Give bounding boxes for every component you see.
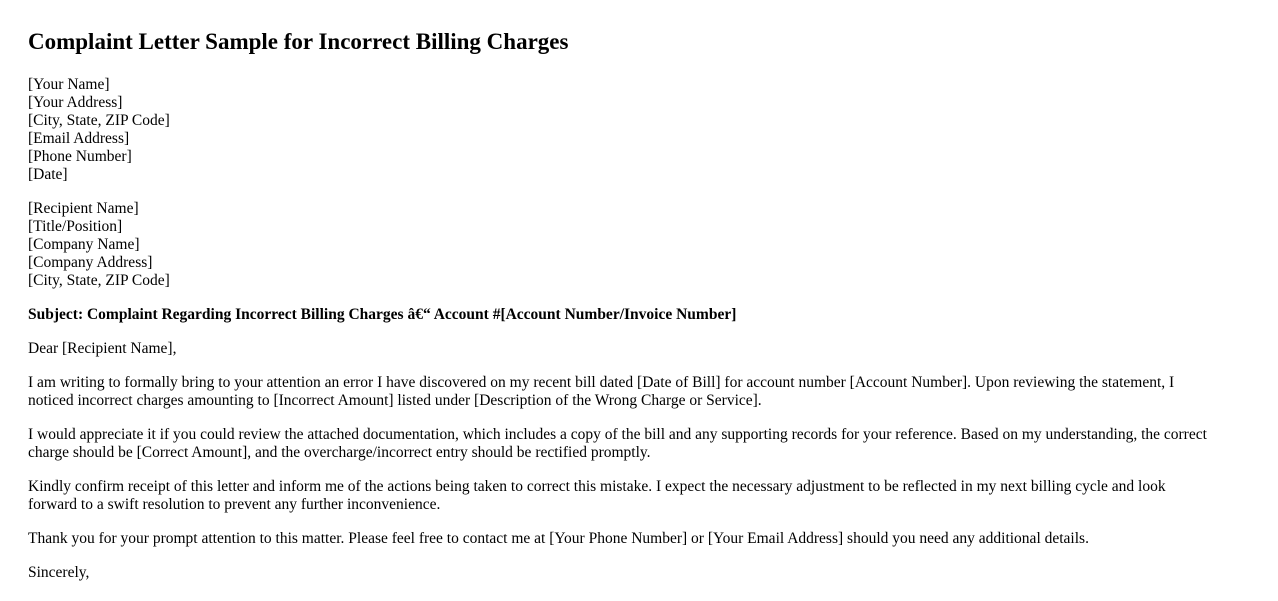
body-paragraph-3	[28, 478, 1250, 514]
body-paragraph-1	[28, 374, 1250, 410]
recipient-address-block	[28, 200, 1250, 290]
paragraph-line: Kindly confirm receipt of this letter and inform me of the actions being taken to correct this mistake. I expect the necessary adjustment to be reflected in my next billing cycle and look	[28, 478, 1166, 495]
sender-phone: [Phone Number]	[28, 148, 132, 165]
subject-line: Subject: Complaint Regarding Incorrect Billing Charges â€“ Account #[Account Number/Invoice Number]	[28, 306, 737, 323]
paragraph-line: I am writing to formally bring to your attention an error I have discovered on my recent bill dated [Date of Bill] for account number [Account Number]. Upon reviewing the statement, I	[28, 374, 1175, 391]
page-title: Complaint Letter Sample for Incorrect Billing Charges	[28, 29, 569, 54]
paragraph-line: noticed incorrect charges amounting to [Incorrect Amount] listed under [Description of the Wrong Charge or Service].	[28, 392, 762, 409]
body-paragraph-4	[28, 530, 1250, 548]
recipient-city-state-zip: [City, State, ZIP Code]	[28, 272, 170, 289]
paragraph-line: charge should be [Correct Amount], and the overcharge/incorrect entry should be rectified promptly.	[28, 444, 651, 461]
paragraph-line: Thank you for your prompt attention to this matter. Please feel free to contact me at [Your Phone Number] or [Your Email Address] should you need any additional details.	[28, 530, 1089, 547]
recipient-title: [Title/Position]	[28, 218, 123, 235]
sender-name: [Your Name]	[28, 76, 110, 93]
recipient-name: [Recipient Name]	[28, 200, 139, 217]
recipient-company: [Company Name]	[28, 236, 140, 253]
recipient-company-address: [Company Address]	[28, 254, 153, 271]
body-paragraph-2	[28, 426, 1250, 462]
paragraph-line: forward to a swift resolution to prevent any further inconvenience.	[28, 496, 441, 513]
sender-email: [Email Address]	[28, 130, 130, 147]
sender-address-block	[28, 76, 1250, 184]
paragraph-line: I would appreciate it if you could review the attached documentation, which includes a copy of the bill and any supporting records for your reference. Based on my understanding, the correct	[28, 426, 1207, 443]
sender-address: [Your Address]	[28, 94, 123, 111]
sender-city-state-zip: [City, State, ZIP Code]	[28, 112, 170, 129]
salutation: Dear [Recipient Name],	[28, 340, 177, 357]
sender-date: [Date]	[28, 166, 68, 183]
closing: Sincerely,	[28, 564, 90, 581]
